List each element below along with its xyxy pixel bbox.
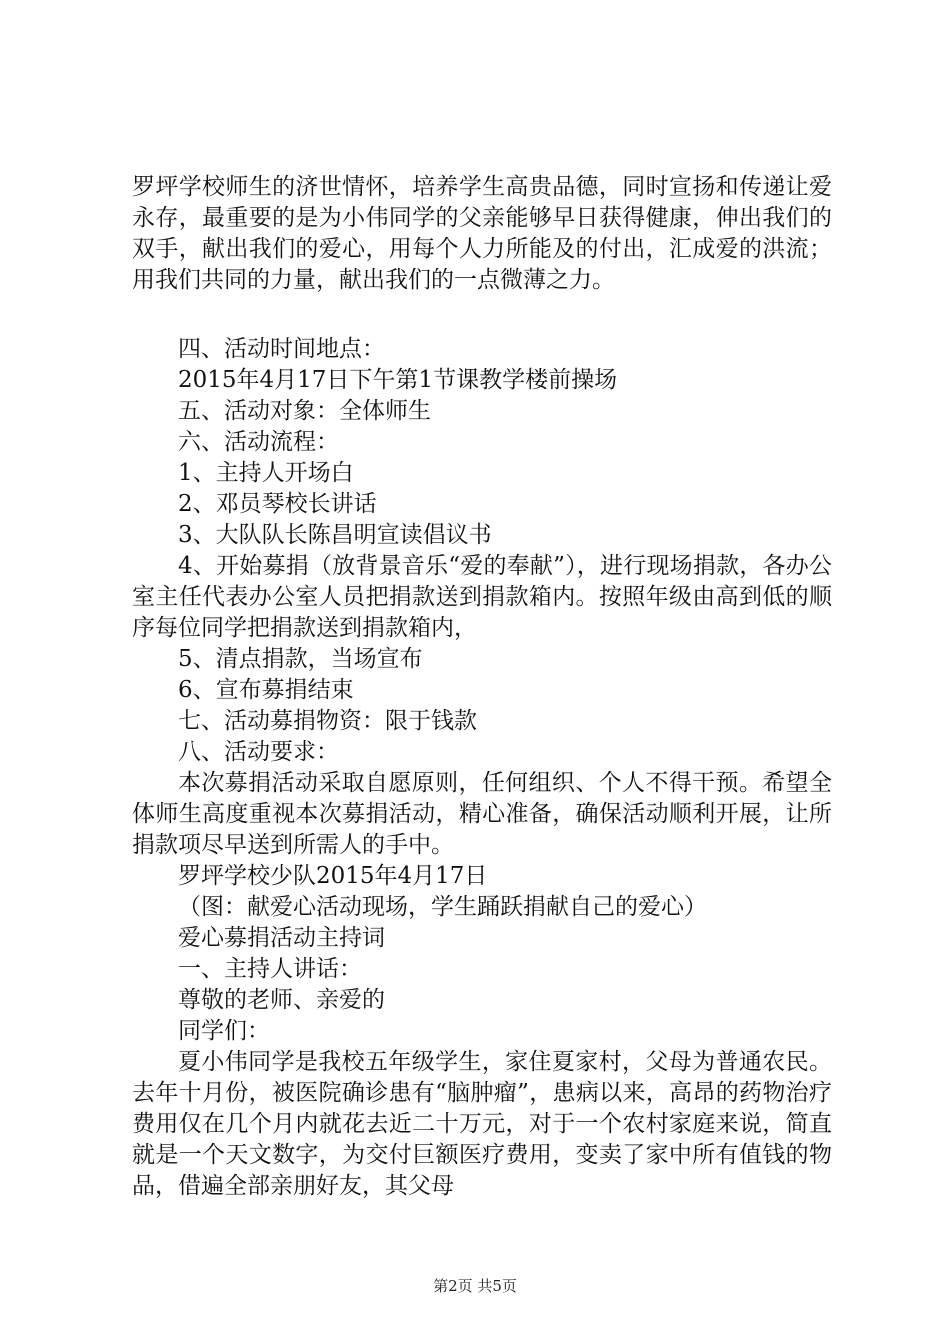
signature-line: 罗坪学校少队2015年4月17日 <box>178 863 488 889</box>
story-paragraph: 夏小伟同学是我校五年级学生，家住夏家村，父母为普通农民。去年十月份，被医院确诊患有“脑肿瘤”，患病以来，高昂的药物治疗费用仅在几个月内就花去近二十万元，对于一个农村家庭来说，简直就是一个天文数字，为交付巨额医疗费用，变卖了家中所有值钱的物品，借遍全部亲朋好友，其父母 <box>132 1049 832 1199</box>
host-speech-heading: 一、主持人讲话： <box>178 956 362 982</box>
greeting-line-2: 同学们： <box>178 1018 270 1044</box>
image-caption: （图：献爱心活动现场，学生踊跃捐献自己的爱心） <box>178 894 707 920</box>
section-heading-participants: 五、活动对象：全体师生 <box>178 398 431 424</box>
greeting-line-1: 尊敬的老师、亲爱的 <box>178 987 385 1013</box>
host-speech-title: 爱心募捐活动主持词 <box>178 925 385 951</box>
document-body <box>132 172 832 1202</box>
procedure-step-6: 6、宣布募捐结束 <box>178 677 354 703</box>
procedure-step-5: 5、清点捐款，当场宣布 <box>178 646 423 672</box>
section-heading-time-place: 四、活动时间地点： <box>178 336 385 362</box>
procedure-step-2: 2、邓员琴校长讲话 <box>178 491 377 517</box>
requirements-paragraph: 本次募捐活动采取自愿原则，任何组织、个人不得干预。希望全体师生高度重视本次募捐活动，精心准备，确保活动顺利开展，让所捐款项尽早送到所需人的手中。 <box>132 770 832 858</box>
procedure-step-1: 1、主持人开场白 <box>178 460 354 486</box>
procedure-step-4: 4、开始募捐（放背景音乐“爱的奉献”），进行现场捐款，各办公室主任代表办公室人员把捐款送到捐款箱内。按照年级由高到低的顺序每位同学把捐款送到捐款箱内， <box>132 553 832 641</box>
section-heading-procedure: 六、活动流程： <box>178 429 339 455</box>
page-indicator: 第2页 共5页 <box>433 1277 517 1295</box>
paragraph-gap <box>132 296 832 334</box>
time-place-text: 2015年4月17日下午第1节课教学楼前操场 <box>178 367 618 393</box>
intro-paragraph: 罗坪学校师生的济世情怀，培养学生高贵品德，同时宣扬和传递让爱永存，最重要的是为小伟同学的父亲能够早日获得健康，伸出我们的双手，献出我们的爱心，用每个人力所能及的付出，汇成爱的洪流；用我们共同的力量，献出我们的一点微薄之力。 <box>132 174 832 293</box>
section-heading-materials: 七、活动募捐物资：限于钱款 <box>178 708 477 734</box>
section-heading-requirements: 八、活动要求： <box>178 739 339 765</box>
procedure-step-3: 3、大队队长陈昌明宣读倡议书 <box>178 522 492 548</box>
